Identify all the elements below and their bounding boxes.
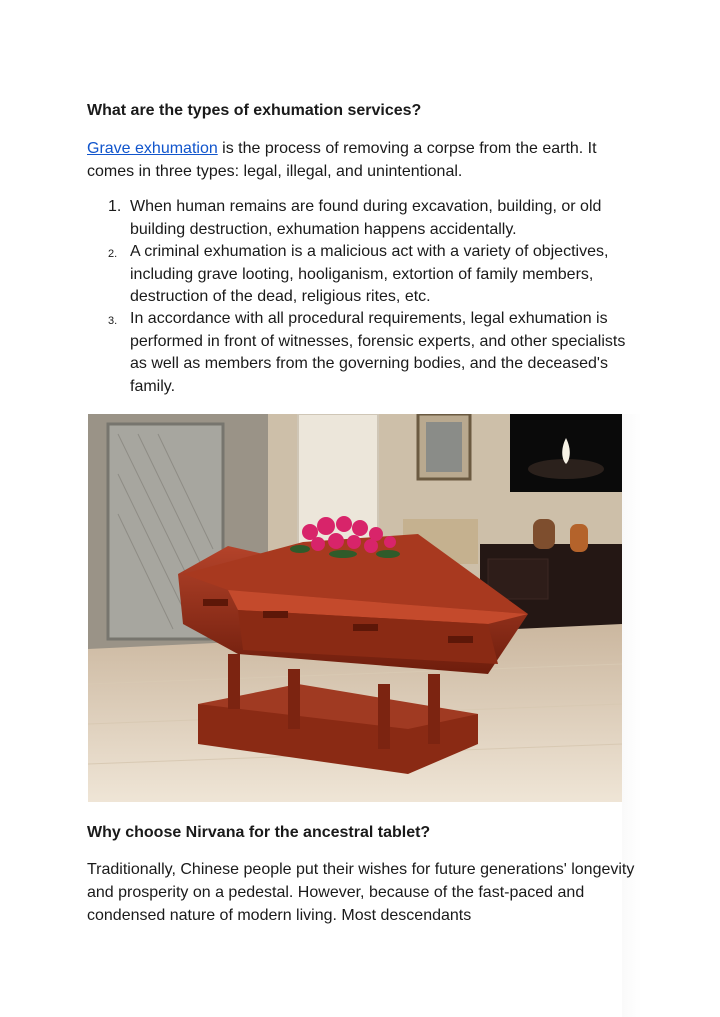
list-number: 1. <box>108 198 122 215</box>
casket-photo <box>88 414 622 802</box>
grave-exhumation-link[interactable]: Grave exhumation <box>87 140 218 157</box>
casket-illustration <box>88 414 622 802</box>
list-item-text: A criminal exhumation is a malicious act with a variety of objectives, including grave looting, hooliganism, extortion of family members, destruction of the dead, religious rites, etc. <box>130 243 609 305</box>
list-item <box>108 196 640 241</box>
section-heading-exhumation-types: What are the types of exhumation services? <box>87 102 422 119</box>
intro-text: is the process of removing a corpse from the earth. It comes in three types: legal, illegal, and unintentional. <box>87 140 597 180</box>
section-heading-nirvana: Why choose Nirvana for the ancestral tablet? <box>87 824 431 841</box>
intro-paragraph <box>87 137 647 183</box>
list-number: 3. <box>108 315 118 327</box>
list-item <box>108 308 640 398</box>
nirvana-paragraph: Traditionally, Chinese people put their wishes for future generations' longevity and prosperity on a pedestal. However, because of the fast-paced and condensed nature of modern living. Most descendants <box>87 861 635 924</box>
list-number: 2. <box>108 248 118 260</box>
list-item <box>108 241 640 309</box>
list-item-text: In accordance with all procedural requirements, legal exhumation is performed in front of witnesses, forensic experts, and other specialists as well as members from the governing bodies, and the deceased's family. <box>130 310 626 395</box>
list-item-text: When human remains are found during excavation, building, or old building destruction, exhumation happens accidentally. <box>130 198 602 238</box>
